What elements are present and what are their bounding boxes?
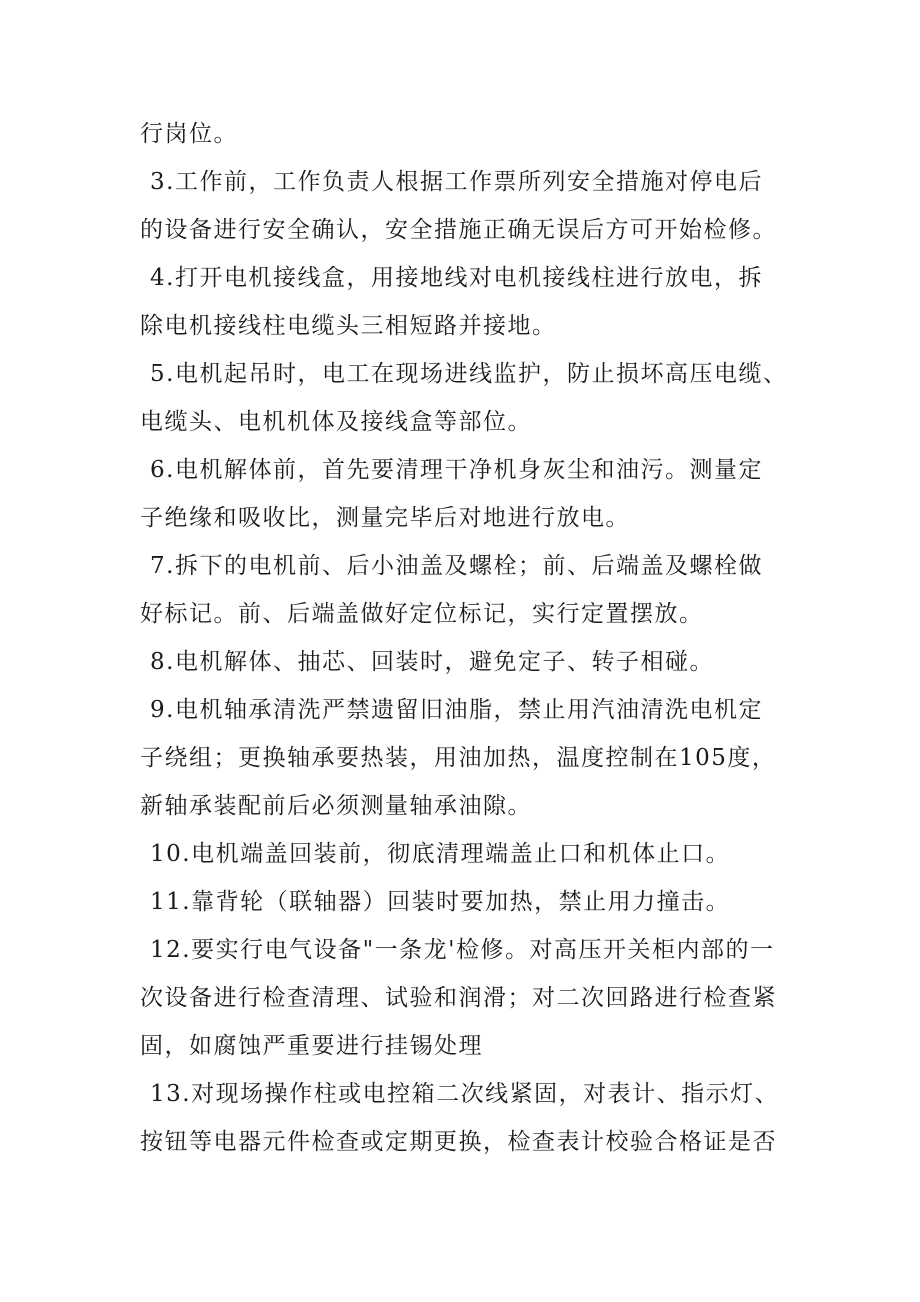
text-line-item-7: 7.拆下的电机前、后小油盖及螺栓；前、后端盖及螺栓做 bbox=[150, 553, 763, 579]
text-line: 固，如腐蚀严重要进行挂锡处理 bbox=[140, 1033, 483, 1059]
text-line: 的设备进行安全确认，安全措施正确无误后方可开始检修。 bbox=[140, 217, 777, 243]
text-line-item-3: 3.工作前，工作负责人根据工作票所列安全措施对停电后 bbox=[150, 169, 763, 195]
document-page bbox=[140, 110, 800, 1166]
text-line: 好标记。前、后端盖做好定位标记，实行定置摆放。 bbox=[140, 601, 704, 627]
text-line: 除电机接线柱电缆头三相短路并接地。 bbox=[140, 313, 557, 339]
text-line-item-8: 8.电机解体、抽芯、回装时，避免定子、转子相碰。 bbox=[150, 649, 714, 675]
text-line-item-5: 5.电机起吊时，电工在现场进线监护，防止损坏高压电缆、 bbox=[150, 361, 788, 387]
text-line-item-9: 9.电机轴承清洗严禁遗留旧油脂，禁止用汽油清洗电机定 bbox=[150, 697, 763, 723]
text-line-item-4: 4.打开电机接线盒，用接地线对电机接线柱进行放电，拆 bbox=[150, 265, 763, 291]
text-line-item-6: 6.电机解体前，首先要清理干净机身灰尘和油污。测量定 bbox=[150, 457, 763, 483]
text-line: 子绕组；更换轴承要热装，用油加热，温度控制在105度， bbox=[140, 745, 777, 771]
text-line-item-12: 12.要实行电气设备"一条龙'检修。对高压开关柜内部的一 bbox=[150, 937, 775, 963]
text-line: 按钮等电器元件检查或定期更换，检查表计校验合格证是否 bbox=[140, 1129, 777, 1155]
text-line-continuation: 行岗位。 bbox=[140, 121, 238, 147]
text-line: 新轴承装配前后必须测量轴承油隙。 bbox=[140, 793, 532, 819]
text-line-item-13: 13.对现场操作柱或电控箱二次线紧固，对表计、指示灯、 bbox=[150, 1081, 780, 1107]
text-line: 子绝缘和吸收比，测量完毕后对地进行放电。 bbox=[140, 505, 630, 531]
text-line: 次设备进行检查清理、试验和润滑；对二次回路进行检查紧 bbox=[140, 985, 777, 1011]
text-line: 电缆头、电机机体及接线盒等部位。 bbox=[140, 409, 532, 435]
text-line-item-10: 10.电机端盖回装前，彻底清理端盖止口和机体止口。 bbox=[150, 841, 731, 867]
text-line-item-11: 11.靠背轮（联轴器）回装时要加热，禁止用力撞击。 bbox=[150, 889, 731, 915]
